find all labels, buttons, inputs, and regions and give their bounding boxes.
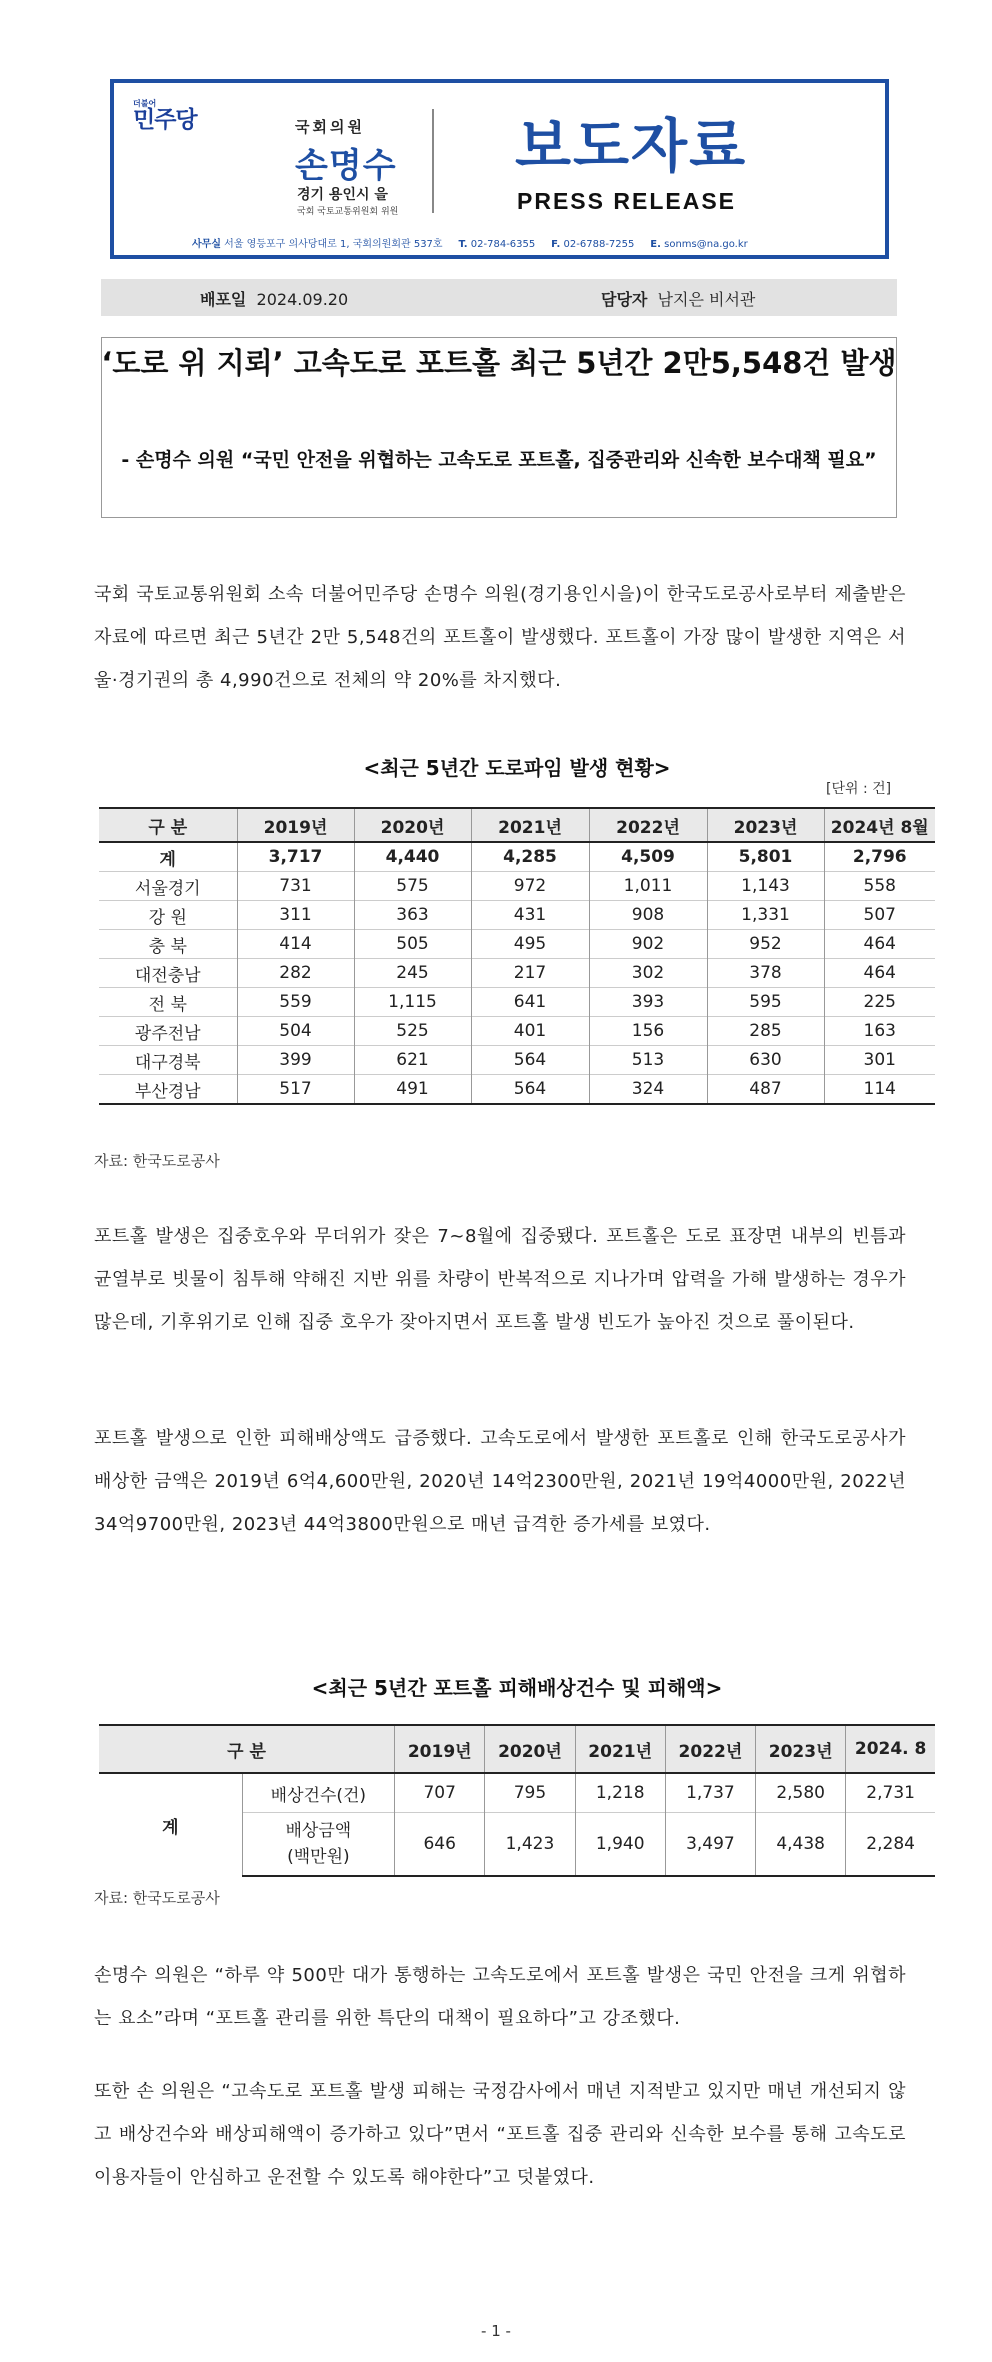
group-label: 계	[99, 1773, 242, 1876]
table-cell: 302	[589, 959, 707, 988]
fax-label: F.	[551, 239, 561, 250]
row-label-line2: (백만원)	[287, 1847, 350, 1867]
row-label: 강 원	[99, 901, 237, 930]
table-cell: 217	[471, 959, 589, 988]
table-cell: 621	[354, 1046, 471, 1075]
mp-committee: 국회 국토교통위원회 위원	[297, 207, 399, 217]
header-cell: 2023년	[756, 1725, 846, 1773]
row-label: 대전충남	[99, 959, 237, 988]
fax-number: 02-6788-7255	[563, 239, 635, 250]
contact-person-value: 남지은 비서관	[657, 290, 756, 309]
table-row	[99, 842, 935, 872]
table-cell: 1,011	[589, 872, 707, 901]
table-cell: 378	[707, 959, 824, 988]
row-label	[242, 1813, 394, 1877]
table-row	[99, 901, 935, 930]
table-row	[99, 930, 935, 959]
table-cell: 301	[824, 1046, 935, 1075]
press-release-title: 보도자료	[515, 112, 748, 180]
tel-number: 02-784-6355	[470, 239, 536, 250]
table-cell: 908	[589, 901, 707, 930]
table-cell: 401	[471, 1017, 589, 1046]
table-row	[99, 1017, 935, 1046]
header-cell: 2024년 8월	[824, 808, 935, 842]
table-header-row	[99, 808, 935, 842]
table-cell: 4,440	[354, 842, 471, 872]
table-cell: 1,331	[707, 901, 824, 930]
table-cell: 2,731	[846, 1773, 935, 1813]
table-cell: 3,717	[237, 842, 354, 872]
table-cell: 575	[354, 872, 471, 901]
table-cell: 517	[237, 1075, 354, 1105]
row-label: 전 북	[99, 988, 237, 1017]
table-row	[99, 1046, 935, 1075]
paragraph-4: 손명수 의원은 “하루 약 500만 대가 통행하는 고속도로에서 포트홀 발생은 국민 안전을 크게 위협하는 요소”라며 “포트홀 관리를 위한 특단의 대책이 필요하다”고 강조했다.	[94, 1965, 906, 2029]
party-logo-text: 민주당	[133, 107, 197, 133]
table-cell: 245	[354, 959, 471, 988]
contact-person-label: 담당자	[601, 290, 648, 309]
row-label: 충 북	[99, 930, 237, 959]
table-cell: 513	[589, 1046, 707, 1075]
header-cell: 2021년	[471, 808, 589, 842]
row-label: 대구경북	[99, 1046, 237, 1075]
table-cell: 487	[707, 1075, 824, 1105]
table-cell: 1,940	[575, 1813, 665, 1877]
header-cell: 2024. 8	[846, 1725, 935, 1773]
table-cell: 972	[471, 872, 589, 901]
paragraph-3: 포트홀 발생으로 인한 피해배상액도 급증했다. 고속도로에서 발생한 포트홀로 인해 한국도로공사가 배상한 금액은 2019년 6억4,600만원, 2020년 14억2300만원, 2021년 19억4000만원, 2022년 34억9700만원, 2023년 44억3800만원으로 매년 급격한 증가세를 보였다.	[94, 1428, 906, 1535]
headline: ‘도로 위 지뢰’ 고속도로 포트홀 최근 5년간 2만5,548건 발생	[101, 346, 897, 380]
row-label: 계	[99, 842, 237, 872]
table-cell: 156	[589, 1017, 707, 1046]
table-cell: 4,509	[589, 842, 707, 872]
office-address: 서울 영등포구 의사당대로 1, 국회의원회관 537호	[224, 239, 443, 250]
table-cell: 731	[237, 872, 354, 901]
release-date	[200, 287, 348, 310]
email-address: sonms@na.go.kr	[664, 239, 748, 250]
table-cell: 282	[237, 959, 354, 988]
table-row	[99, 959, 935, 988]
table-cell: 641	[471, 988, 589, 1017]
table-cell: 464	[824, 930, 935, 959]
table2-source: 자료: 한국도로공사	[94, 1889, 220, 1907]
table-cell: 464	[824, 959, 935, 988]
header-cell: 2020년	[354, 808, 471, 842]
table-cell: 4,438	[756, 1813, 846, 1877]
header-cell: 2019년	[237, 808, 354, 842]
header-cell: 구 분	[99, 808, 237, 842]
table-cell: 3,497	[665, 1813, 755, 1877]
table-cell: 4,285	[471, 842, 589, 872]
header-cell: 2022년	[665, 1725, 755, 1773]
header-cell: 2020년	[485, 1725, 575, 1773]
row-label: 서울경기	[99, 872, 237, 901]
mp-name: 손명수	[295, 146, 397, 186]
table-cell: 646	[395, 1813, 485, 1877]
table-row	[99, 988, 935, 1017]
party-logo	[133, 100, 197, 132]
table-cell: 311	[237, 901, 354, 930]
row-label: 부산경남	[99, 1075, 237, 1105]
header-cell: 2019년	[395, 1725, 485, 1773]
mp-role: 국회의원	[295, 118, 365, 136]
table-cell: 1,218	[575, 1773, 665, 1813]
table2-caption: <최근 5년간 포트홀 피해배상건수 및 피해액>	[311, 1676, 723, 1700]
table-cell: 399	[237, 1046, 354, 1075]
email-label: E.	[650, 239, 661, 250]
table-cell: 2,284	[846, 1813, 935, 1877]
table-cell: 414	[237, 930, 354, 959]
table-cell: 559	[237, 988, 354, 1017]
table-cell: 5,801	[707, 842, 824, 872]
table-cell: 2,580	[756, 1773, 846, 1813]
table-header-row	[99, 1725, 935, 1773]
contact-person	[601, 287, 755, 310]
table-cell: 504	[237, 1017, 354, 1046]
table-cell: 1,423	[485, 1813, 575, 1877]
paragraph-5: 또한 손 의원은 “고속도로 포트홀 발생 피해는 국정감사에서 매년 지적받고 있지만 매년 개선되지 않고 배상건수와 배상피해액이 증가하고 있다”면서 “포트홀 집중 관리와 신속한 보수를 통해 고속도로 이용자들이 안심하고 운전할 수 있도록 해야한다”고 덧붙였다.	[94, 2081, 906, 2188]
damage-compensation-table	[99, 1724, 935, 1877]
table-cell: 2,796	[824, 842, 935, 872]
contact-line	[192, 235, 748, 250]
table-row	[99, 1773, 935, 1813]
table-row	[99, 872, 935, 901]
table-cell: 525	[354, 1017, 471, 1046]
mp-district: 경기 용인시 을	[297, 187, 388, 203]
table-cell: 630	[707, 1046, 824, 1075]
page-number: - 1 -	[481, 2322, 511, 2340]
table-cell: 114	[824, 1075, 935, 1105]
table-cell: 795	[485, 1773, 575, 1813]
table-cell: 491	[354, 1075, 471, 1105]
table-cell: 393	[589, 988, 707, 1017]
header-divider	[432, 109, 434, 213]
table-cell: 902	[589, 930, 707, 959]
table-cell: 1,115	[354, 988, 471, 1017]
table-cell: 595	[707, 988, 824, 1017]
table-cell: 285	[707, 1017, 824, 1046]
paragraph-2: 포트홀 발생은 집중호우와 무더위가 잦은 7~8월에 집중됐다. 포트홀은 도로 표장면 내부의 빈틈과 균열부로 빗물이 침투해 약해진 지반 위를 차량이 반복적으로 지나가며 압력을 가해 발생하는 경우가 많은데, 기후위기로 인해 집중 호우가 잦아지면서 포트홀 발생 빈도가 높아진 것으로 풀이된다.	[94, 1226, 906, 1333]
table-cell: 324	[589, 1075, 707, 1105]
table-cell: 431	[471, 901, 589, 930]
table1-source: 자료: 한국도로공사	[94, 1152, 220, 1170]
table-cell: 163	[824, 1017, 935, 1046]
press-header-box	[110, 79, 889, 259]
table-cell: 507	[824, 901, 935, 930]
row-label: 배상건수(건)	[242, 1773, 394, 1813]
row-label: 광주전남	[99, 1017, 237, 1046]
table-cell: 564	[471, 1075, 589, 1105]
press-release-subtitle: PRESS RELEASE	[517, 188, 736, 214]
row-label-line1: 배상금액	[285, 1821, 352, 1841]
table-row	[99, 1075, 935, 1105]
table-cell: 363	[354, 901, 471, 930]
table-cell: 225	[824, 988, 935, 1017]
table-cell: 1,737	[665, 1773, 755, 1813]
table-cell: 558	[824, 872, 935, 901]
header-cell: 2022년	[589, 808, 707, 842]
header-cell: 2023년	[707, 808, 824, 842]
table-cell: 564	[471, 1046, 589, 1075]
party-logo-small: 더불어	[133, 99, 157, 108]
table1-caption: <최근 5년간 도로파임 발생 현황>	[363, 756, 671, 780]
tel-label: T.	[458, 239, 468, 250]
table-cell: 495	[471, 930, 589, 959]
table-cell: 1,143	[707, 872, 824, 901]
header-cell: 2021년	[575, 1725, 665, 1773]
release-date-label: 배포일	[200, 290, 247, 309]
table-cell: 952	[707, 930, 824, 959]
table-cell: 505	[354, 930, 471, 959]
table1-unit: [단위 : 건]	[826, 781, 892, 797]
table-cell: 707	[395, 1773, 485, 1813]
header-cell: 구 분	[99, 1725, 395, 1773]
release-date-value: 2024.09.20	[256, 290, 349, 309]
sub-headline: - 손명수 의원 “국민 안전을 위협하는 고속도로 포트홀, 집중관리와 신속한 보수대책 필요”	[121, 449, 877, 471]
pothole-occurrence-table	[99, 807, 935, 1105]
paragraph-1: 국회 국토교통위원회 소속 더불어민주당 손명수 의원(경기용인시을)이 한국도로공사로부터 제출받은 자료에 따르면 최근 5년간 2만 5,548건의 포트홀이 발생했다. 포트홀이 가장 많이 발생한 지역은 서울·경기권의 총 4,990건으로 전체의 약 20%를 차지했다.	[94, 584, 906, 691]
office-label: 사무실	[192, 239, 221, 250]
